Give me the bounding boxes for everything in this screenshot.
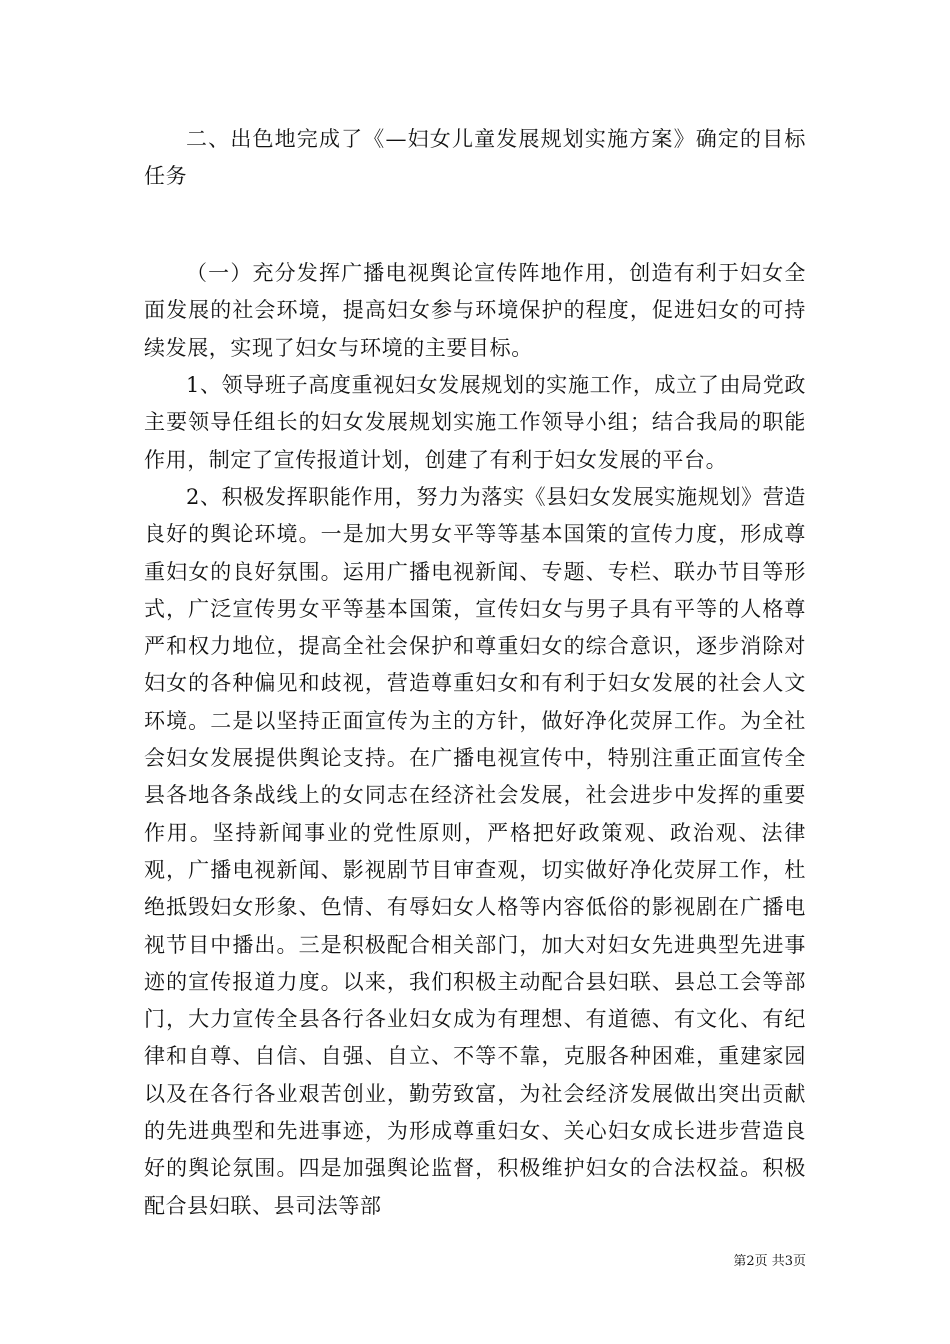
paragraph-3: 2、积极发挥职能作用，努力为落实《县妇女发展实施规划》营造良好的舆论环境。一是加大男女平等等基本国策的宣传力度，形成尊重妇女的良好氛围。运用广播电视新闻、专题、专栏、联办节目等形式，广泛宣传男女平等基本国策，宣传妇女与男子具有平等的人格尊严和权力地位，提高全社会保护和尊重妇女的综合意识，逐步消除对妇女的各种偏见和歧视，营造尊重妇女和有利于妇女发展的社会人文环境。二是以坚持正面宣传为主的方针，做好净化荧屏工作。为全社会妇女发展提供舆论支持。在广播电视宣传中，特别注重正面宣传全县各地各条战线上的女同志在经济社会发展，社会进步中发挥的重要作用。坚持新闻事业的党性原则，严格把好政策观、政治观、法律观，广播电视新闻、影视剧节目审查观，切实做好净化荧屏工作，杜绝抵毁妇女形象、色情、有辱妇女人格等内容低俗的影视剧在广播电视节目中播出。三是积极配合相关部门，加大对妇女先进典型先进事迹的宣传报道力度。以来，我们积极主动配合县妇联、县总工会等部门，大力宣传全县各行各业妇女成为有理想、有道德、有文化、有纪律和自尊、自信、自强、自立、不等不靠，克服各种困难，重建家园以及在各行各业艰苦创业，勤劳致富，为社会经济发展做出突出贡献的先进典型和先进事迹，为形成尊重妇女、关心妇女成长进步营造良好的舆论氛围。四是加强舆论监督，积极维护妇女的合法权益。积极配合县妇联、县司法等部 xyxy=(144,485,806,1218)
section-heading: 二、出色地完成了《—妇女儿童发展规划实施方案》确定的目标任务 xyxy=(144,127,806,189)
page-number-footer: 第2页 共3页 xyxy=(733,1254,806,1269)
paragraph-1: （一）充分发挥广播电视舆论宣传阵地作用，创造有利于妇女全面发展的社会环境，提高妇女参与环境保护的程度，促进妇女的可持续发展，实现了妇女与环境的主要目标。 xyxy=(144,261,806,360)
paragraph-2: 1、领导班子高度重视妇女发展规划的实施工作，成立了由局党政主要领导任组长的妇女发展规划实施工作领导小组；结合我局的职能作用，制定了宣传报道计划，创建了有利于妇女发展的平台。 xyxy=(144,373,806,472)
